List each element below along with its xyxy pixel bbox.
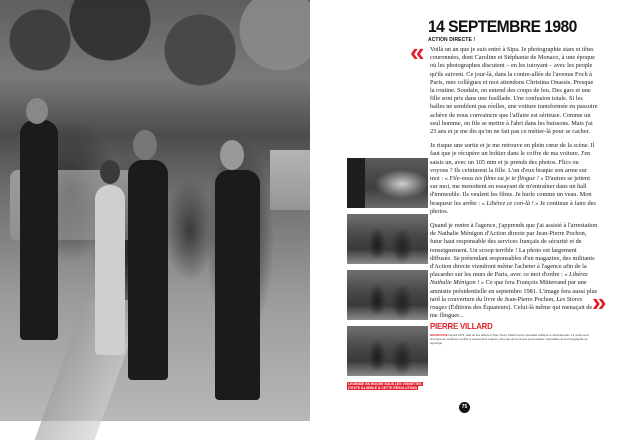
photo-head-right — [220, 140, 244, 170]
quote-italic: Libérez Nathalie Ménigon ! — [430, 271, 588, 287]
paragraph-1 — [430, 46, 598, 136]
quote-open-icon: « — [410, 37, 421, 67]
photo-head-woman — [100, 160, 120, 184]
paragraph-text: Je risque une sortie et je me retrouve en plein cœur de la scène. Il faut que je récupère un boîtier dans le coffre de ma voiture. J'en saisis un, avec un 105 mm et je prends des photos. Flics ou voyous ? Ils ceinturent la fille. L'un d'eux braque son arme sur moi : « — [430, 142, 595, 183]
paragraph-text: Quand je rentre à l'agence, j'apprends que j'ai assisté à l'arrestation de Nathalie Ménigon d'Action directe par Jean-Pierre Pochon, futur haut responsable des services français de sécurité et de renseignement. Un scoop terrible ! La photo est largement diffusée. Se prétendant responsables d'un magazine, des militants d'Action directe viendront même l'acheter à l'agence afin de la placarder sur les murs de Paris, avec ce mot d'ordre : « — [430, 222, 598, 279]
photo-head-center — [133, 130, 157, 160]
thumbnail-photo-4 — [347, 326, 428, 376]
paragraph-text: » Je continue à faire des photos. — [430, 199, 596, 215]
photo-car-right — [270, 150, 310, 210]
article-body — [430, 46, 598, 321]
thumbnail-photo-2 — [347, 214, 428, 264]
author-name: PIERRE VILLARD — [430, 321, 493, 331]
photo-trees — [0, 0, 310, 140]
photo-figure-woman — [95, 185, 125, 355]
quote-italic: Libérez ce con-là ! — [486, 199, 534, 207]
bio-label: BIOGRAPHIE — [430, 333, 448, 337]
paragraph-text: » D'autres se jettent sur moi, me menottent en essayant de m'entraîner dans un hall d'immeuble. Ils veulent les films. Je hurle comme un veau. Mon braqueur les arrête : « — [430, 175, 592, 207]
photo-figure-right — [215, 170, 260, 400]
paragraph-text: Voilà un an que je suis entré à Sipa. Je photographie stars et têtes couronnées, dont Caroline et Stéphanie de Monaco, à une époque où les photographes discutent – en les tutoyant – avec les people qu'ils suivent. Ce jour-là, dans la contre-allée de l'avenue Foch à Paris, mes collègues et moi attendons Christina Onassis. Presque la routine. Soudain, on entend des coups de feu. Des gars et une fille sont pris dans une fusillade. Une confusion totale. Si les balles ne semblent pas réelles, une voiture transformée en passoire achève de nous convaincre que l'affaire est sérieuse. Comme un seul homme, on file se mettre à l'abri dans les buissons. Mais j'ai 23 ans et je me dis qu'on ne fait pas ce métier-là pour se cacher. — [430, 46, 598, 136]
hero-photo — [0, 0, 310, 421]
paragraph-text: » Ce que fera François Mitterrand par une amnistie présidentielle en septembre 1981. L'image fera aussi plus tard la couverture du livre de Jean-Pierre Pochon, — [430, 279, 598, 303]
photo-figure-center — [128, 160, 168, 380]
thumbnail-strip — [347, 158, 428, 382]
book-title: Les Stores rouges — [430, 295, 583, 312]
quote-close-icon: » — [592, 287, 603, 317]
article-headline: 14 SEPTEMBRE 1980 — [428, 17, 577, 36]
article-subhead: ACTION DIRECTE ! — [428, 37, 476, 43]
bio-text: Depuis 1979, date de ses débuts à Sipa, Pierre Villard couvre l'actualité politique et internationale. Il a notamment témoigné de nombreux conflits et événements majeurs, ainsi que de la vie des personnalités. Spécialiste de la photographie de reportage. — [430, 333, 590, 345]
caption-text: LÉGENDE EN ROUGE SOUS LES VIGNETTES (TEXTE ILLISIBLE À CETTE RÉSOLUTION) — [348, 382, 422, 390]
author-bio — [430, 333, 590, 345]
quote-italic: File-nous tes films ou je te flingue ! — [449, 175, 539, 183]
paragraph-text: (Éditions des Équateurs). Celui-là même qui menaçait de me flinguer... — [430, 304, 593, 320]
paragraph-3 — [430, 222, 598, 320]
paragraph-2 — [430, 142, 598, 216]
page-number: 75 — [459, 402, 470, 413]
photo-head-left — [26, 98, 48, 124]
thumbnail-photo-1 — [347, 158, 428, 208]
thumbnail-caption — [347, 382, 431, 390]
photo-figure-left — [20, 120, 58, 340]
thumbnail-photo-3 — [347, 270, 428, 320]
